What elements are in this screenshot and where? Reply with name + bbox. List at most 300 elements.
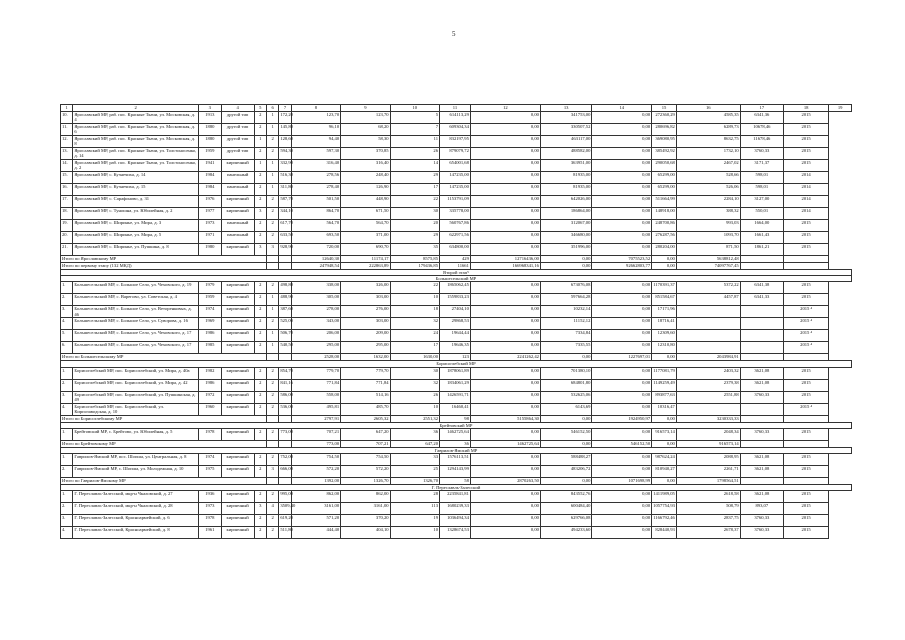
table-cell: 0,00 bbox=[592, 306, 652, 318]
table-cell: 2 bbox=[254, 184, 266, 196]
table-cell: 0,00 bbox=[470, 428, 540, 440]
table-cell: 558,00 bbox=[291, 391, 340, 403]
header-row bbox=[61, 105, 852, 112]
subtotal-label: Итого по Гаврилов-Ямскому МР bbox=[61, 478, 267, 485]
table-cell: 2015 bbox=[783, 503, 828, 515]
table-cell: 0,00 bbox=[592, 232, 652, 244]
address-cell: Ярославский МР, с. Ширинье, ул. Мира, д. 3 bbox=[73, 220, 199, 232]
row-number: 10. bbox=[61, 112, 73, 124]
table-cell: 854,70 bbox=[279, 367, 291, 379]
table-row bbox=[61, 232, 852, 244]
column-header: 2 bbox=[73, 105, 199, 112]
table-cell: 2015 bbox=[783, 232, 828, 244]
table-cell: 0,00 bbox=[592, 244, 652, 256]
table-cell: 540,50 bbox=[279, 342, 291, 354]
table-cell: 1177081,79 bbox=[652, 367, 677, 379]
column-header: 8 bbox=[291, 105, 340, 112]
table-cell: 36 bbox=[390, 428, 439, 440]
table-cell: 2 bbox=[266, 232, 278, 244]
table-cell: 526,06 bbox=[676, 184, 740, 196]
table-cell: 1036494,34 bbox=[440, 515, 471, 527]
table-cell: 0,00 bbox=[592, 391, 652, 403]
subtotal-value: 74097767,45 bbox=[676, 263, 740, 270]
subtotal-value: 0,00 bbox=[540, 415, 591, 422]
table-cell bbox=[740, 306, 783, 318]
table-cell: 3760,33 bbox=[740, 527, 783, 539]
table-cell: 893,07 bbox=[740, 503, 783, 515]
table-cell: 2379,38 bbox=[676, 379, 740, 391]
table-cell: 1 bbox=[266, 306, 278, 318]
table-cell: 3621,08 bbox=[740, 466, 783, 478]
row-number: 3. bbox=[61, 306, 73, 318]
table-cell: 316,40 bbox=[291, 160, 340, 172]
table-cell: 571,20 bbox=[291, 515, 340, 527]
table-cell: 2015 ⁴ bbox=[783, 342, 828, 354]
table-cell: 1880 bbox=[199, 136, 222, 148]
row-number: 12. bbox=[61, 136, 73, 148]
table-cell: 851584,67 bbox=[652, 294, 677, 306]
subtotal-value bbox=[783, 256, 828, 263]
table-cell: 3161,00 bbox=[291, 503, 340, 515]
table-cell: кирпичный bbox=[221, 491, 254, 503]
table-cell: 32 bbox=[390, 318, 439, 330]
table-cell: 3509,40 bbox=[279, 503, 291, 515]
table-cell: кирпичный bbox=[221, 515, 254, 527]
table-cell: 0,00 bbox=[470, 466, 540, 478]
row-number: 2. bbox=[61, 379, 73, 391]
table-cell bbox=[279, 478, 291, 485]
table-cell: 278,40 bbox=[291, 184, 340, 196]
table-cell: 2 bbox=[254, 330, 266, 342]
page-number: 5 bbox=[452, 30, 456, 38]
table-row bbox=[61, 136, 852, 148]
table-cell: 2015 bbox=[783, 160, 828, 172]
table-cell: 0,00 bbox=[470, 503, 540, 515]
table-cell: 11678,46 bbox=[740, 136, 783, 148]
table-cell: 290050,68 bbox=[652, 160, 677, 172]
table-cell: 28 bbox=[390, 491, 439, 503]
table-cell: кирпичный bbox=[221, 403, 254, 415]
table-cell: 2 bbox=[266, 282, 278, 294]
table-cell: 2014 bbox=[783, 208, 828, 220]
table-cell: кирпичный bbox=[221, 428, 254, 440]
table-cell: 2678,37 bbox=[676, 527, 740, 539]
table-cell: 1680239,33 bbox=[440, 503, 471, 515]
table-cell: 295,00 bbox=[341, 342, 390, 354]
row-number: 3. bbox=[61, 515, 73, 527]
table-cell: 598,01 bbox=[740, 184, 783, 196]
table-cell: другой тип bbox=[221, 148, 254, 160]
subtotal-value: 2605,32 bbox=[341, 415, 390, 422]
table-cell: 17 bbox=[390, 342, 439, 354]
table-row bbox=[61, 403, 852, 415]
table-cell: 145,80 bbox=[279, 124, 291, 136]
table-cell: 280696,82 bbox=[652, 124, 677, 136]
table-cell: 771,84 bbox=[291, 379, 340, 391]
table-cell: 642026,00 bbox=[540, 196, 591, 208]
row-number: 1. bbox=[61, 428, 73, 440]
table-cell: 3760,33 bbox=[740, 391, 783, 403]
table-cell: 14 bbox=[390, 160, 439, 172]
table-cell: 0,00 bbox=[470, 282, 540, 294]
table-cell: 564,70 bbox=[291, 220, 340, 232]
column-header: 18 bbox=[783, 105, 828, 112]
table-cell: 0,00 bbox=[470, 232, 540, 244]
table-cell: 501,50 bbox=[291, 196, 340, 208]
table-cell: 1166792,46 bbox=[652, 515, 677, 527]
column-header: 12 bbox=[470, 105, 540, 112]
table-cell: 2 bbox=[266, 428, 278, 440]
table-cell: 597,30 bbox=[291, 148, 340, 160]
table-cell: 278,00 bbox=[291, 306, 340, 318]
table-cell bbox=[676, 403, 740, 415]
address-cell: Г. Переславль-Залесский, мкр-н Чкаловский, д. 27 bbox=[73, 491, 199, 503]
row-number: 11. bbox=[61, 124, 73, 136]
table-cell: 2 bbox=[254, 124, 266, 136]
subtotal-label: Итого по первому этапу (132 МКД) bbox=[61, 263, 267, 270]
table-cell: 2015 bbox=[783, 136, 828, 148]
table-cell: 147235,00 bbox=[440, 172, 471, 184]
table-cell: 1 bbox=[266, 124, 278, 136]
table-cell: 123,70 bbox=[341, 112, 390, 124]
table-cell: 2015 bbox=[783, 294, 828, 306]
table-cell: 3621,08 bbox=[740, 367, 783, 379]
table-cell: 1411989,05 bbox=[652, 491, 677, 503]
table-cell: 614113,29 bbox=[440, 112, 471, 124]
table-cell: 19 bbox=[390, 515, 439, 527]
table-cell: 3127,00 bbox=[740, 196, 783, 208]
subtotal-value: 1630,00 bbox=[390, 354, 439, 361]
subtotal-value: 2797,91 bbox=[291, 415, 340, 422]
subtotal-value: 707,21 bbox=[341, 440, 390, 447]
table-cell: 622971,56 bbox=[440, 232, 471, 244]
subtotal-value: 3230333,33 bbox=[676, 415, 740, 422]
table-row bbox=[61, 318, 852, 330]
table-cell: 2 bbox=[254, 306, 266, 318]
table-cell: 1978 bbox=[199, 515, 222, 527]
table-cell: 332,90 bbox=[279, 160, 291, 172]
table-row bbox=[61, 428, 852, 440]
table-cell: 81935,00 bbox=[540, 172, 591, 184]
table-cell: 1559833,23 bbox=[440, 294, 471, 306]
subtotal-value bbox=[740, 415, 783, 422]
table-cell: 993,03 bbox=[676, 220, 740, 232]
table-cell: 2015 bbox=[783, 515, 828, 527]
table-cell: 3760,33 bbox=[740, 515, 783, 527]
table-cell: 1732,10 bbox=[676, 148, 740, 160]
table-cell: 1976 bbox=[199, 196, 222, 208]
table-cell: 1294143,99 bbox=[440, 466, 471, 478]
row-number: 16. bbox=[61, 184, 73, 196]
table-cell: 278,56 bbox=[291, 172, 340, 184]
row-number: 17. bbox=[61, 196, 73, 208]
table-cell bbox=[266, 415, 278, 422]
table-cell: 10 bbox=[390, 527, 439, 539]
table-cell: 2 bbox=[254, 112, 266, 124]
table-cell: 338,00 bbox=[291, 282, 340, 294]
column-header: 3 bbox=[199, 105, 222, 112]
table-cell: 6143,69 bbox=[540, 403, 591, 415]
table-cell: 754,50 bbox=[341, 454, 390, 466]
subtotal-value: 179436,85 bbox=[390, 263, 439, 270]
subtotal-value bbox=[783, 478, 828, 485]
subtotal-value: 0,00 bbox=[652, 354, 677, 361]
table-cell: другой тип bbox=[221, 112, 254, 124]
subtotal-value: 12716436,00 bbox=[470, 256, 540, 263]
row-number: 3. bbox=[61, 391, 73, 403]
table-cell: 444,40 bbox=[291, 527, 340, 539]
table-cell: 1880 bbox=[199, 124, 222, 136]
table-cell: 916573,14 bbox=[652, 428, 677, 440]
subtotal-value: 2043984,91 bbox=[676, 354, 740, 361]
table-cell: 2 bbox=[254, 294, 266, 306]
table-cell: 0,00 bbox=[592, 527, 652, 539]
subtotal-value: 1227697,01 bbox=[592, 354, 652, 361]
address-cell: Г. Переславль-Залесский, Красноармейский, д. 8 bbox=[73, 527, 199, 539]
table-cell: 346680,00 bbox=[540, 232, 591, 244]
table-cell: 2015 bbox=[783, 428, 828, 440]
table-cell: 752,00 bbox=[279, 454, 291, 466]
table-cell: 2015 ⁴ bbox=[783, 330, 828, 342]
table-cell: 10 bbox=[390, 294, 439, 306]
table-cell: 33 bbox=[390, 454, 439, 466]
table-row bbox=[61, 306, 852, 318]
column-header: 17 bbox=[740, 105, 783, 112]
subtotal-value: 58 bbox=[440, 478, 471, 485]
subtotal-value: 1326,70 bbox=[341, 478, 390, 485]
address-cell: Ярославский МР, с. Сарафоново, д. 31 bbox=[73, 196, 199, 208]
table-cell: 113 bbox=[390, 503, 439, 515]
table-cell: 0,00 bbox=[592, 124, 652, 136]
table-cell: 1941 bbox=[199, 160, 222, 172]
column-header: 6 bbox=[266, 105, 278, 112]
table-cell: 12309,60 bbox=[652, 330, 677, 342]
table-cell: 10316,47 bbox=[652, 403, 677, 415]
table-cell: кирпичный bbox=[221, 379, 254, 391]
table-cell: 1 bbox=[266, 160, 278, 172]
table-row bbox=[61, 172, 852, 184]
column-header: 15 bbox=[652, 105, 677, 112]
table-cell: 65299,00 bbox=[652, 172, 677, 184]
row-number: 1. bbox=[61, 282, 73, 294]
table-cell: 2014 bbox=[783, 196, 828, 208]
table-cell: 647,20 bbox=[341, 428, 390, 440]
subtotal-value bbox=[740, 354, 783, 361]
table-cell: 303,00 bbox=[341, 294, 390, 306]
table-row bbox=[61, 466, 852, 478]
subtotal-value: 2870263,50 bbox=[470, 478, 540, 485]
table-row bbox=[61, 148, 852, 160]
table-cell: 11152,12 bbox=[540, 318, 591, 330]
table-cell: 22 bbox=[390, 282, 439, 294]
table-cell: 30 bbox=[390, 208, 439, 220]
table-cell: 385492,92 bbox=[652, 148, 677, 160]
address-cell: Ярославский МР, с. Ширинье, ул. Мира, д. 5 bbox=[73, 232, 199, 244]
table-cell: 2 bbox=[266, 208, 278, 220]
table-cell: 2014 bbox=[783, 172, 828, 184]
row-number: 18. bbox=[61, 208, 73, 220]
subtotal-value bbox=[740, 440, 783, 447]
table-cell: 2 bbox=[266, 318, 278, 330]
table-row bbox=[61, 294, 852, 306]
table-cell: 0,00 bbox=[592, 403, 652, 415]
table-cell: 206,00 bbox=[291, 330, 340, 342]
table-cell: 0,00 bbox=[470, 184, 540, 196]
table-cell: 536,00 bbox=[279, 403, 291, 415]
table-cell: 295,00 bbox=[291, 342, 340, 354]
subtotal-value: 0,00 bbox=[652, 440, 677, 447]
table-cell: 2467,02 bbox=[676, 160, 740, 172]
table-cell: 0,00 bbox=[470, 196, 540, 208]
table-cell: 272360,29 bbox=[652, 112, 677, 124]
table-cell: 1975 bbox=[199, 466, 222, 478]
subtotal-value: 0,00 bbox=[540, 440, 591, 447]
table-cell: 690,70 bbox=[341, 244, 390, 256]
district-title: Большесельский МР bbox=[61, 276, 852, 282]
table-cell: 2 bbox=[266, 136, 278, 148]
table-cell: 8632,75 bbox=[676, 136, 740, 148]
table-cell bbox=[266, 478, 278, 485]
table-cell: 463117,00 bbox=[540, 136, 591, 148]
table-cell: 0,00 bbox=[470, 112, 540, 124]
table-cell: 370,20 bbox=[341, 515, 390, 527]
table-cell: 1974 bbox=[199, 454, 222, 466]
table-cell: 609304,34 bbox=[440, 124, 471, 136]
subtotal-label: Итого по Борисоглебскому МР bbox=[61, 415, 267, 422]
table-cell bbox=[740, 403, 783, 415]
subtotal-value: 247948,54 bbox=[291, 263, 340, 270]
table-cell: 0,00 bbox=[470, 172, 540, 184]
table-cell: 1462725,64 bbox=[440, 428, 471, 440]
table-cell: 2 bbox=[266, 391, 278, 403]
address-cell: Ярославский МР, с. Туношна, ул. Юбилейная, д. 2 bbox=[73, 208, 199, 220]
table-cell: 1984 bbox=[199, 172, 222, 184]
table-cell: 586,00 bbox=[279, 391, 291, 403]
table-cell: 3171,37 bbox=[740, 160, 783, 172]
table-cell: 720,00 bbox=[291, 244, 340, 256]
table-cell: 1980 bbox=[199, 244, 222, 256]
subtotal-value: 0,00 bbox=[652, 263, 677, 270]
table-cell: 2 bbox=[254, 527, 266, 539]
table-cell: 693,50 bbox=[291, 232, 340, 244]
table-cell: 7 bbox=[390, 124, 439, 136]
table-cell: 3 bbox=[254, 208, 266, 220]
table-cell: 10 bbox=[390, 403, 439, 415]
row-number: 20. bbox=[61, 232, 73, 244]
table-cell: 843552,76 bbox=[540, 491, 591, 503]
subtotal-value: 0,00 bbox=[652, 415, 677, 422]
table-row bbox=[61, 220, 852, 232]
table-cell: 343,00 bbox=[291, 318, 340, 330]
table-cell: 11 bbox=[390, 136, 439, 148]
address-cell: Большесельский МР, с. Большое Село, ул. Чеховского, д. 17 bbox=[73, 330, 199, 342]
table-cell: 276287,56 bbox=[652, 232, 677, 244]
table-cell: другой тип bbox=[221, 124, 254, 136]
table-cell: 673076,08 bbox=[540, 282, 591, 294]
table-cell: 248700,86 bbox=[652, 220, 677, 232]
subtotal-value: 773,00 bbox=[291, 440, 340, 447]
subtotal-value: 1326,70 bbox=[390, 478, 439, 485]
row-number: 1. bbox=[61, 491, 73, 503]
table-cell: 2 bbox=[254, 220, 266, 232]
subtotal-row bbox=[61, 478, 852, 485]
table-cell: 1 bbox=[266, 342, 278, 354]
table-cell: 1878061,89 bbox=[440, 367, 471, 379]
table-cell: 0,00 bbox=[592, 515, 652, 527]
table-cell: 123,70 bbox=[291, 112, 340, 124]
table-cell: 7334,84 bbox=[540, 330, 591, 342]
row-number: 2. bbox=[61, 466, 73, 478]
table-cell: 1986 bbox=[199, 379, 222, 391]
table-cell: 10232,14 bbox=[540, 306, 591, 318]
subtotal-value: 11661 bbox=[440, 263, 471, 270]
column-header: 14 bbox=[592, 105, 652, 112]
table-cell: 1936 bbox=[199, 491, 222, 503]
row-number: 15. bbox=[61, 172, 73, 184]
table-cell: 987624,24 bbox=[652, 454, 677, 466]
row-number: 21. bbox=[61, 244, 73, 256]
table-cell: 0,00 bbox=[592, 379, 652, 391]
subtotal-value: 11174,17 bbox=[341, 256, 390, 263]
address-cell: Большесельский МР, с. Большое Село, ул. Суворова, д. 16 bbox=[73, 318, 199, 330]
subtotal-label: Итого по Ярославскому МР bbox=[61, 256, 267, 263]
table-cell: 94,40 bbox=[291, 136, 340, 148]
table-cell: кирпичный bbox=[221, 454, 254, 466]
table-cell: 2015 bbox=[783, 454, 828, 466]
table-cell: 619,20 bbox=[279, 515, 291, 527]
table-cell: кирпичный bbox=[221, 367, 254, 379]
table-cell: 2015 bbox=[783, 220, 828, 232]
table-cell bbox=[279, 263, 291, 270]
subtotal-value: 166968341,16 bbox=[470, 263, 540, 270]
subtotal-label: Итого по Большесельскому МР bbox=[61, 354, 267, 361]
table-cell: 779,70 bbox=[291, 367, 340, 379]
table-cell: 335778,00 bbox=[440, 208, 471, 220]
table-cell: 26 bbox=[390, 148, 439, 160]
address-cell: Ярославский МР, раб. пос. Красные Ткачи, ул. Московская, д. 4 bbox=[73, 112, 199, 124]
table-cell: 928,90 bbox=[279, 244, 291, 256]
subtotal-row bbox=[61, 354, 852, 361]
table-cell: 2015 bbox=[783, 466, 828, 478]
subtotal-value: 5155864,30 bbox=[470, 415, 540, 422]
address-cell: Ярославский МР, раб. пос. Красные Ткачи, ул. Толстоносенко, д. 14 bbox=[73, 148, 199, 160]
column-header: 5 bbox=[254, 105, 266, 112]
column-header: 16 bbox=[676, 105, 740, 112]
subtotal-value bbox=[783, 354, 828, 361]
table-cell: 276,00 bbox=[341, 306, 390, 318]
table-cell: 316,40 bbox=[341, 160, 390, 172]
table-row bbox=[61, 527, 852, 539]
table-cell: 2 bbox=[254, 172, 266, 184]
table-cell: 0,00 bbox=[470, 454, 540, 466]
table-cell: панельный bbox=[221, 172, 254, 184]
table-cell: 2 bbox=[254, 232, 266, 244]
table-cell: 351996,00 bbox=[540, 244, 591, 256]
table-cell: 2 bbox=[254, 148, 266, 160]
table-cell: 1 bbox=[266, 112, 278, 124]
column-header: 4 bbox=[221, 105, 254, 112]
table-cell: 2403,32 bbox=[676, 367, 740, 379]
table-cell: 326,00 bbox=[341, 282, 390, 294]
table-cell: 0,00 bbox=[592, 503, 652, 515]
table-cell: 779,70 bbox=[341, 367, 390, 379]
table-cell: 1 bbox=[266, 330, 278, 342]
table-cell: 871,50 bbox=[676, 244, 740, 256]
table-cell bbox=[740, 330, 783, 342]
row-number: 4. bbox=[61, 527, 73, 539]
table-cell: 24 bbox=[390, 330, 439, 342]
table-cell: панельный bbox=[221, 232, 254, 244]
